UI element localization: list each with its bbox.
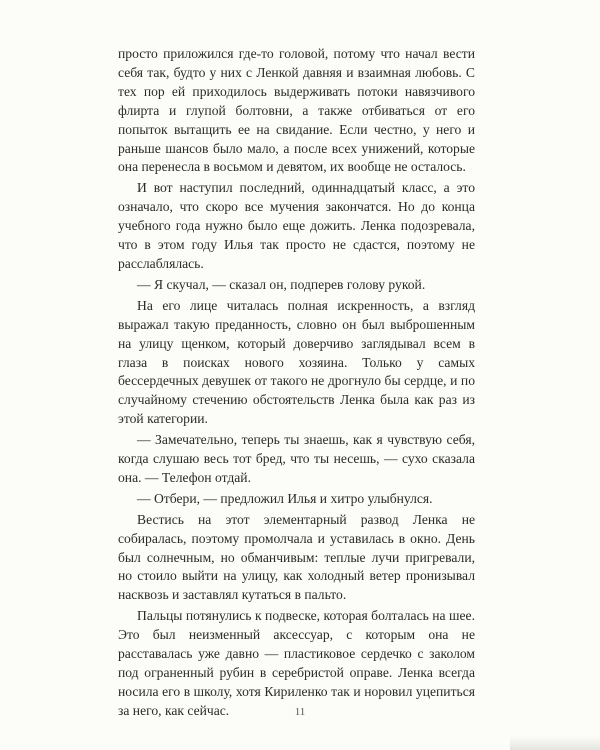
page-number: 11: [294, 706, 306, 718]
page-edge-shadow: [510, 736, 600, 750]
paragraph: И вот наступил последний, одиннадцатый класс, а это означало, что скоро все мучения закончатся. Но до конца учебного года нужно было еще дожить. Ленка подозревала, что в этом году Илья так просто не сдастся, поэтому не расслаблялась.: [118, 180, 475, 271]
body-text: [118, 45, 475, 723]
paragraph: просто приложился где-то головой, потому что начал вести себя так, будто у них с Ленкой давняя и взаимная любовь. С тех пор ей приходилось выдерживать потоки навязчивого флирта и глупой болтовни, а также отбиваться от его попыток вытащить ее на свидание. Если честно, у него и раньше шансов было мало, а после всех унижений, которые она перенесла в восьмом и девятом, их вообще не осталось.: [118, 46, 475, 175]
paragraph: — Замечательно, теперь ты знаешь, как я чувствую себя, когда слушаю весь тот бред, что ты несешь, — сухо сказала она. — Телефон отдай.: [118, 432, 475, 485]
paragraph: Пальцы потянулись к подвеске, которая болталась на шее. Это был неизменный аксессуар, с которым она не расставалась уже давно — пластиковое сердечко с заколом под ограненный рубин в серебристой оправе. Ленка всегда носила его в школу, хотя Кириленко так и норовил уцепиться за него, как сейчас.: [118, 608, 475, 718]
paragraph: — Я скучал, — сказал он, подперев голову рукой.: [137, 276, 426, 292]
paragraph: — Отбери, — предложил Илья и хитро улыбнулся.: [137, 490, 433, 506]
paragraph: Вестись на этот элементарный развод Ленка не собиралась, поэтому промолчала и уставилась в окно. День был солнечным, но обманчивым: теплые лучи пригревали, но стоило выйти на улицу, как холодный ветер пронизывал насквозь и заставлял кутаться в пальто.: [118, 511, 475, 603]
paragraph: На его лице читалась полная искренность, а взгляд выражал такую преданность, словно он был выброшенным на улицу щенком, который доверчиво заглядывал всем в глаза в поисках нового хозяина. Только у самых бессердечных девушек от такого не дрогнуло бы сердце, и по случайному стечению обстоятельств Ленка была как раз из этой категории.: [118, 297, 475, 427]
